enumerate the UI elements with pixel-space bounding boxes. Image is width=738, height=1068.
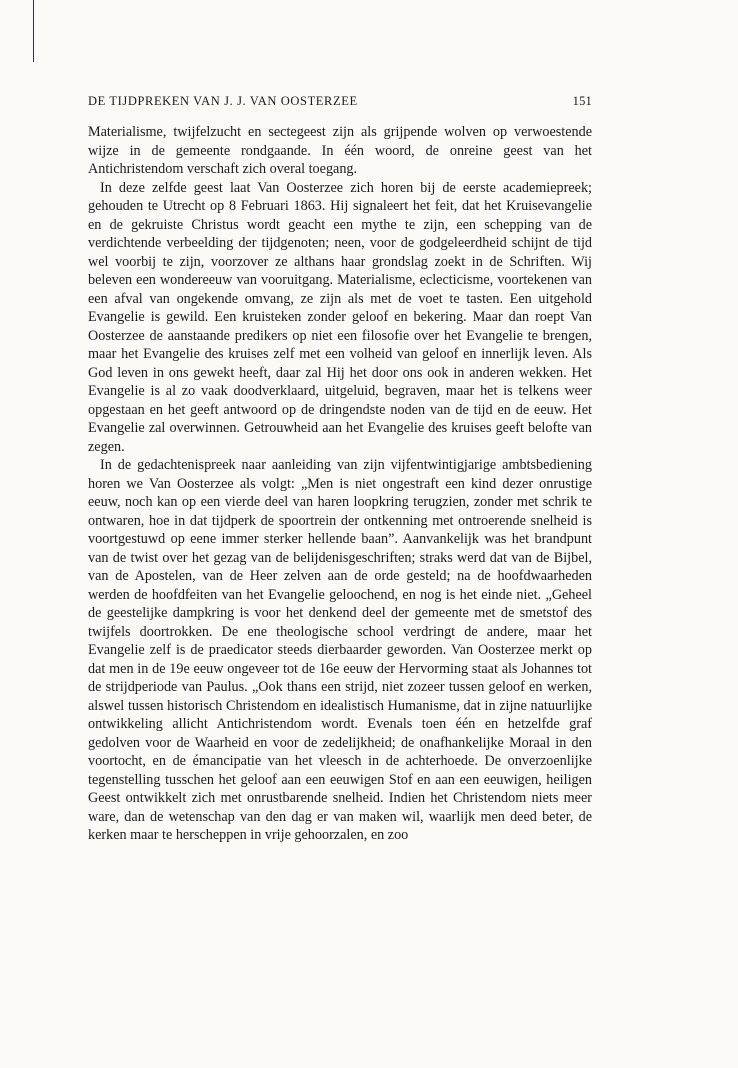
body-text [88, 123, 592, 845]
page-header [88, 94, 592, 110]
paragraph: In deze zelfde geest laat Van Oosterzee zich horen bij de eerste academiepreek; gehouden te Utrecht op 8 Februari 1863. Hij signaleert het feit, dat het Kruisevangelie en de gekruiste Christus wordt geacht een mythe te zijn, een schepping van de verdichtende verbeelding der tijdgenoten; neen, voor de godgeleerdheid schijnt de tijd wel voorbij te zijn, voorzover ze althans haar grondslag zoekt in de Schriften. Wij beleven een wondereeuw van vooruitgang. Materialisme, eclecticisme, voortekenen van een afval van ongekende omvang, ze zijn als met de voet te tasten. Een uitgehold Evangelie is gewild. Een kruisteken zonder geloof en bekering. Maar dan roept Van Oosterzee de aanstaande predikers op niet een filosofie over het Evangelie te brengen, maar het Evangelie des kruises zelf met een volheid van geloof en innerlijk leven. Als God leven in ons gewekt heeft, daar zal Hij het door ons ook in anderen wekken. Het Evangelie is al zo vaak doodverklaard, uitgeluid, begraven, maar het is telkens weer opgestaan en het geeft antwoord op de dringendste noden van de tijd en de eeuw. Het Evangelie zal overwinnen. Getrouwheid aan het Evangelie des kruises geeft belofte van zegen. [88, 179, 592, 455]
running-head: DE TIJDPREKEN VAN J. J. VAN OOSTERZEE [88, 94, 358, 108]
paragraph: Materialisme, twijfelzucht en sectegeest zijn als grijpende wolven op verwoestende wijze in de gemeente rondgaande. In één woord, de onreine geest van het Antichristendom verschaft zich overal toegang. [88, 124, 592, 177]
page-number: 151 [572, 94, 592, 108]
paragraph: In de gedachtenispreek naar aanleiding van zijn vijfentwintigjarige ambtsbediening horen we Van Oosterzee als volgt: „Men is niet ongestraft een kind dezer onrustige eeuw, noch kan op een vierde deel van haren loopkring terugzien, zonder met schrik te ontwaren, hoe in dat tijdperk de spoortrein der ontkenning met ontroerende snelheid is voortgestuwd op eene immer sterker hellende baan”. Aanvankelijk was het brandpunt van de twist over het gezag van de belijdenisgeschriften; straks werd dat van de Bijbel, van de Apostelen, van de Heer zelven aan de orde gesteld; na de hoofdwaarheden werden de hoofdfeiten van het Evangelie geloochend, en nog is het einde niet. „Geheel de geestelijke dampkring is voor het denkend deel der gemeente met de smetstof des twijfels doortrokken. De ene theologische school verdringt de andere, maar het Evangelie zelf is de praedicator steeds dierbaarder geworden. Van Oosterzee merkt op dat men in de 19e eeuw ongeveer tot de 16e eeuw der Hervorming staat als Johannes tot de strijdperiode van Paulus. „Ook thans een strijd, niet zozeer tussen geloof en werken, alswel tussen historisch Christendom en idealistisch Humanisme, dat in zijne natuurlijke ontwikkeling allicht Antichristendom wordt. Evenals toen één en hetzelfde graf gedolven voor de Waarheid en voor de zedelijkheid; de onafhankelijke Moraal in den voortocht, en de émancipatie van het vleesch in de achterhoede. De onverzoenlijke tegenstelling tusschen het geloof aan een eeuwigen Stof en aan een eeuwigen, heiligen Geest ontwikkelt zich met onrustbarende snelheid. Indien het Christendom niets meer ware, dan de wetenschap van den dag er van maken wil, waarlijk men deed beter, de kerken maar te herscheppen in vrije gehoorzalen, en zoo [88, 457, 592, 843]
page-edge-line [33, 0, 34, 62]
